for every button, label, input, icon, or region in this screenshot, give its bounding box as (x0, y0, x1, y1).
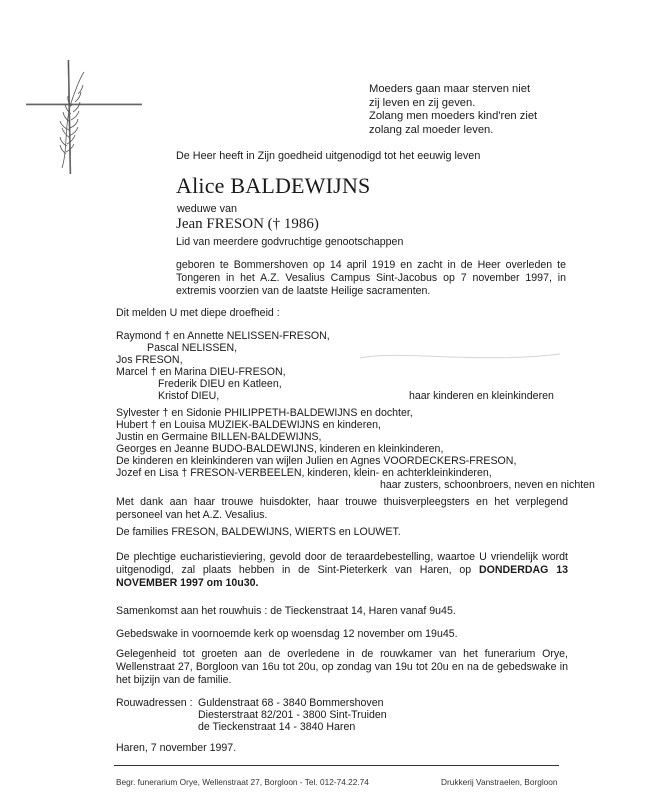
membership-text: Lid van meerdere godvruchtige genootschappen (176, 236, 404, 248)
siblings-role: haar zusters, schoonbroers, neven en nichten (380, 479, 595, 491)
family-member: Sylvester † en Sidonie PHILIPPETH-BALDEWIJNS en dochter, (116, 407, 413, 419)
poem (369, 83, 609, 137)
deceased-first-name: Alice (176, 173, 225, 198)
husband-name-text: Jean FRESON (176, 216, 264, 232)
meeting-text: Samenkomst aan het rouwhuis : de Tieckenstraat 14, Haren vanaf 9u45. (116, 605, 456, 617)
footer-divider (114, 765, 559, 766)
footer-funeral-home: Begr. funerarium Orye, Wellenstraat 27, Borgloon - Tel. 012-74.22.74 (116, 777, 369, 787)
cross-with-palm-icon (24, 58, 144, 176)
address: de Tieckenstraat 14 - 3840 Haren (198, 721, 356, 733)
families-text: De families FRESON, BALDEWIJNS, WIERTS en LOUWET. (116, 526, 401, 538)
address: Diesterstraat 82/201 - 3800 Sint-Truiden (198, 709, 387, 721)
ceremony-text-main: De plechtige eucharistieviering, gevold door de teraardebestelling, waartoe U vriendelijk wordt uitgenodigd, zal plaats hebben in de Sint-Pieterkerk van Haren, op (116, 551, 568, 576)
birth-death-text: geboren te Bommershoven op 14 april 1919 en zacht in de Heer overleden te Tongeren in het A.Z. Vesalius Campus Sint-Jacobus op 7 november 1997, in extremis voorzien van de laatste Heilige sacramenten. (176, 259, 566, 297)
poem-line: zolang zal moeder leven. (369, 123, 494, 136)
widow-of-label: weduwe van (177, 203, 238, 215)
thanks-text: Met dank aan haar trouwe huisdokter, haar trouwe thuisverpleegsters en het verplegend personeel van het A.Z. Vesalius. (116, 496, 568, 521)
deceased-last-name: BALDEWIJNS (230, 173, 371, 198)
family-member: Pascal NELISSEN, (147, 342, 238, 354)
family-member: De kinderen en kleinkinderen van wijlen Julien en Agnes VOORDECKERS-FRESON, (116, 455, 517, 467)
poem-line: zij leven en zij geven. (369, 96, 476, 109)
family-member: Hubert † en Louisa MUZIEK-BALDEWIJNS en kinderen, (116, 419, 381, 431)
place-date: Haren, 7 november 1997. (116, 742, 237, 754)
address: Guldenstraat 68 - 3840 Bommershoven (198, 697, 384, 709)
ceremony-date: DONDERDAG 13 NOVEMBER 1997 om 10u30. (116, 564, 568, 589)
family-member: Raymond † en Annette NELISSEN-FRESON, (116, 330, 330, 342)
family-member: Justin en Germaine BILLEN-BALDEWIJNS, (116, 431, 322, 443)
intro-text: De Heer heeft in Zijn goedheid uitgenodigd tot het eeuwig leven (176, 150, 481, 162)
family-member: Frederik DIEU en Katleen, (158, 378, 282, 390)
husband-name (176, 215, 319, 233)
greeting-text: Gelegenheid tot groeten aan de overledene in de rouwkamer van het funerarium Orye, Wellenstraat 27, Borgloon van 16u tot 20u, op zondag van 19u tot 20u en na de gebedswake in het bijzijn van de familie. (116, 648, 568, 686)
husband-death: († 1986) (267, 216, 319, 232)
family-member: Marcel † en Marina DIEU-FRESON, (116, 366, 286, 378)
children-role: haar kinderen en kleinkinderen (409, 390, 554, 402)
poem-line: Zolang men moeders kind'ren ziet (369, 110, 538, 122)
family-member: Jozef en Lisa † FRESON-VERBEELEN, kinderen, klein- en achterkleinkinderen, (116, 467, 492, 479)
addresses-label: Rouwadressen : (116, 697, 193, 709)
deceased-name (176, 173, 370, 199)
announcement: Dit melden U met diepe droefheid : (116, 307, 280, 319)
footer-printer: Drukkerij Vanstraelen, Borgloon (441, 777, 558, 787)
family-member: Kristof DIEU, (158, 390, 220, 402)
family-member: Georges en Jeanne BUDO-BALDEWIJNS, kinderen en kleinkinderen, (116, 443, 444, 455)
poem-line: Moeders gaan maar sterven niet (369, 83, 531, 95)
family-member: Jos FRESON, (116, 354, 183, 366)
ceremony-text (116, 551, 568, 590)
wake-text: Gebedswake in voornoemde kerk op woensdag 12 november om 19u45. (116, 628, 458, 640)
fold-mark (360, 346, 560, 368)
